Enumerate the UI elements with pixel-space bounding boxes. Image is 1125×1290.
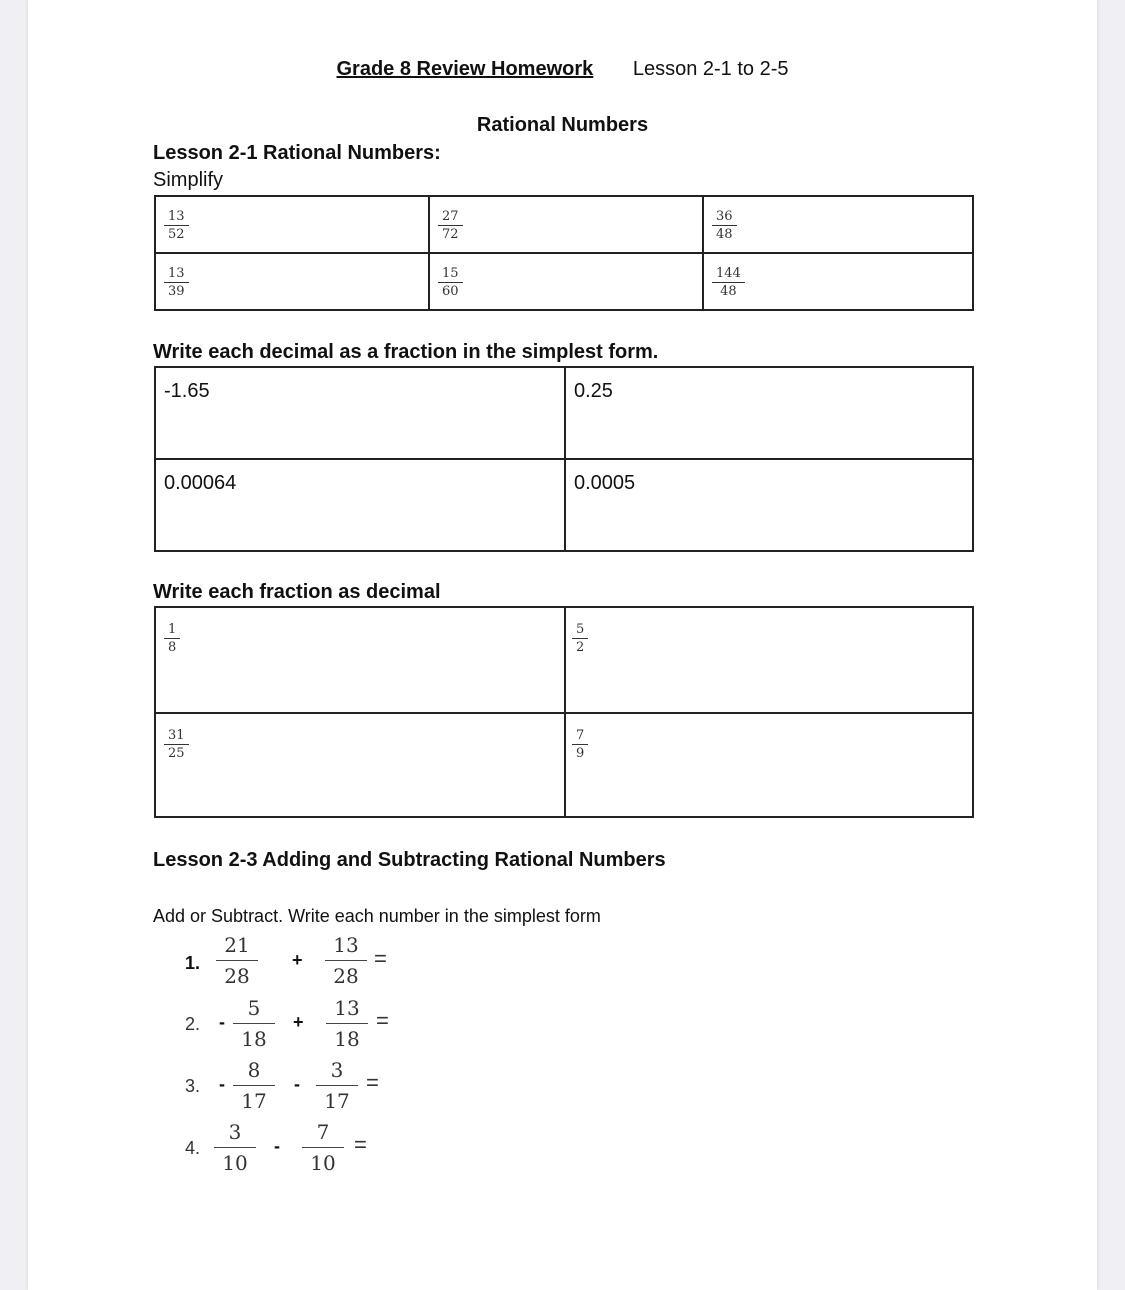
document-subtitle: Rational Numbers <box>476 114 649 136</box>
answer-cell[interactable] <box>703 196 973 253</box>
operator: + <box>293 1012 304 1032</box>
decimal-table <box>154 366 974 552</box>
fraction-b: $\frac{3}{17}$ <box>316 1057 358 1114</box>
fraction: $\frac{7}{9}$ <box>572 727 588 762</box>
problem-number: 2. <box>185 1014 201 1034</box>
answer-cell[interactable] <box>429 196 703 253</box>
simplify-table <box>154 195 974 311</box>
table-row <box>155 196 973 253</box>
fraction-a: $\frac{8}{17}$ <box>233 1057 275 1114</box>
fraction: $\frac{144}{48}$ <box>712 265 745 300</box>
equals-sign: = <box>366 1070 379 1095</box>
section-heading-lesson-2-3: Lesson 2-3 Adding and Subtracting Rational Numbers <box>153 849 666 871</box>
answer-cell[interactable] <box>155 459 565 551</box>
fraction: $\frac{13}{52}$ <box>164 208 189 243</box>
equals-sign: = <box>374 946 387 971</box>
fraction: $\frac{13}{39}$ <box>164 265 189 300</box>
fraction-b: $\frac{13}{18}$ <box>326 995 368 1052</box>
fraction: $\frac{1}{8}$ <box>164 621 180 656</box>
table-row <box>155 253 973 310</box>
equals-sign: = <box>354 1132 367 1157</box>
negative-sign: - <box>219 1012 225 1032</box>
problem-number: 1. <box>185 953 201 973</box>
answer-cell[interactable] <box>703 253 973 310</box>
fraction-a: $\frac{21}{28}$ <box>216 932 258 989</box>
fraction-b: $\frac{13}{28}$ <box>325 932 367 989</box>
table-row <box>155 713 973 817</box>
fraction: $\frac{36}{48}$ <box>712 208 737 243</box>
operator: - <box>294 1074 300 1094</box>
answer-cell[interactable] <box>155 196 429 253</box>
fraction-a: $\frac{3}{10}$ <box>214 1119 256 1176</box>
problem-number: 4. <box>185 1138 201 1158</box>
section-heading-lesson-2-1: Lesson 2-1 Rational Numbers: <box>153 142 441 164</box>
fraction: $\frac{5}{2}$ <box>572 621 588 656</box>
answer-cell[interactable] <box>565 713 973 817</box>
fraction-b: $\frac{7}{10}$ <box>302 1119 344 1176</box>
answer-cell[interactable] <box>155 253 429 310</box>
add-subtract-instruction: Add or Subtract. Write each number in the simplest form <box>153 906 601 926</box>
answer-cell[interactable] <box>565 367 973 459</box>
decimal-to-fraction-instruction: Write each decimal as a fraction in the simplest form. <box>153 341 659 363</box>
answer-cell[interactable] <box>565 607 973 713</box>
fraction-a: $\frac{5}{18}$ <box>233 995 275 1052</box>
decimal-value: 0.00064 <box>164 472 237 494</box>
document-page <box>28 0 1097 1290</box>
fraction-decimal-table <box>154 606 974 818</box>
answer-cell[interactable] <box>155 607 565 713</box>
table-row <box>155 607 973 713</box>
simplify-instruction: Simplify <box>153 169 224 191</box>
operator: - <box>274 1136 280 1156</box>
decimal-value: -1.65 <box>164 380 210 402</box>
decimal-value: 0.25 <box>574 380 613 402</box>
fraction-to-decimal-instruction: Write each fraction as decimal <box>153 581 441 603</box>
problem-number: 3. <box>185 1076 201 1096</box>
fraction: $\frac{27}{72}$ <box>438 208 463 243</box>
answer-cell[interactable] <box>155 367 565 459</box>
fraction: $\frac{31}{25}$ <box>164 727 189 762</box>
decimal-value: 0.0005 <box>574 472 636 494</box>
negative-sign: - <box>219 1074 225 1094</box>
table-row <box>155 367 973 459</box>
answer-cell[interactable] <box>429 253 703 310</box>
answer-cell[interactable] <box>155 713 565 817</box>
lesson-range: Lesson 2-1 to 2-5 <box>632 58 789 80</box>
title-row <box>28 58 1097 81</box>
operator: + <box>292 950 303 970</box>
document-title: Grade 8 Review Homework <box>336 58 594 80</box>
fraction: $\frac{15}{60}$ <box>438 265 463 300</box>
table-row <box>155 459 973 551</box>
answer-cell[interactable] <box>565 459 973 551</box>
equals-sign: = <box>376 1008 389 1033</box>
